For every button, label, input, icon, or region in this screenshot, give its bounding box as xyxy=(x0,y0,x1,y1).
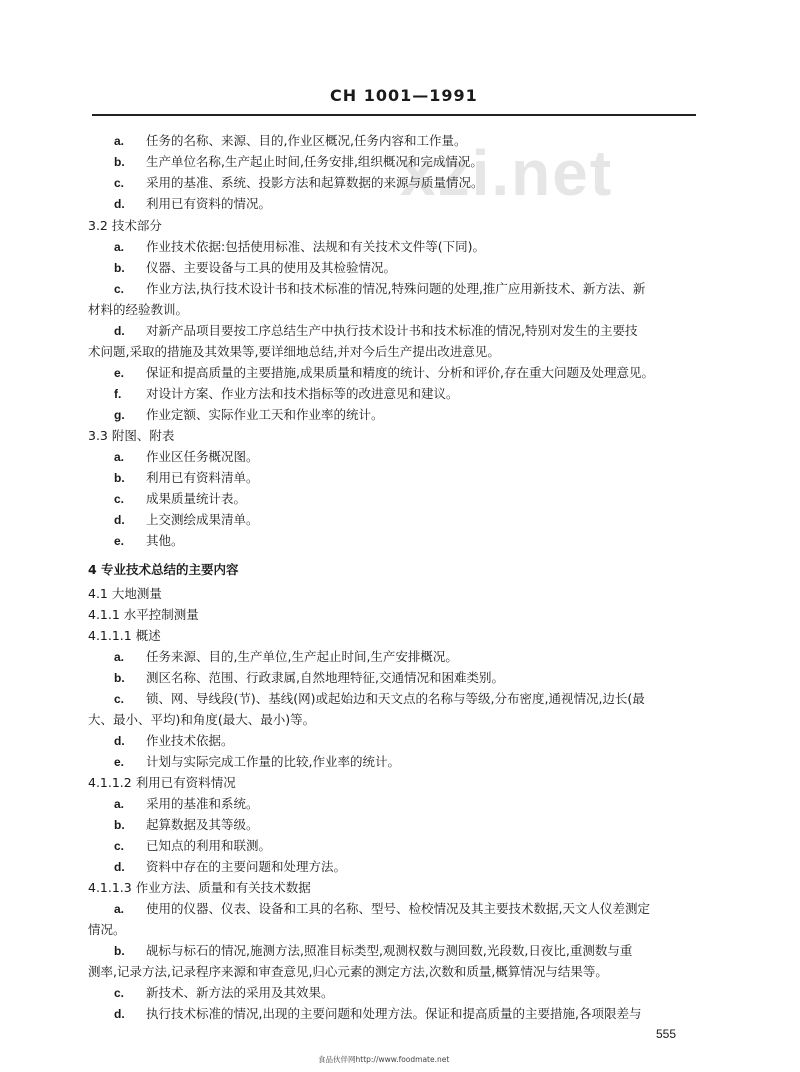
list-item: a. 任务来源、目的,生产单位,生产起止时间,生产安排概况。 xyxy=(114,649,458,664)
list-item: a. 使用的仪器、仪表、设备和工具的名称、型号、检校情况及其主要技术数据,天文人仪差测定 xyxy=(114,901,650,916)
list-item: b. 利用已有资料清单。 xyxy=(114,470,259,485)
list-item: a. 任务的名称、来源、目的,作业区概况,任务内容和工作量。 xyxy=(114,133,467,148)
section-heading: 3.2 技术部分 xyxy=(88,218,162,233)
list-item: f. 对设计方案、作业方法和技术指标等的改进意见和建议。 xyxy=(114,386,459,401)
list-item: e. 计划与实际完成工作量的比较,作业率的统计。 xyxy=(114,754,400,769)
list-item: d. 资料中存在的主要问题和处理方法。 xyxy=(114,859,347,874)
subsection-heading: 4.1.1 水平控制测量 xyxy=(88,607,199,622)
watermark: xzi.net xyxy=(400,137,614,209)
section-heading: 4.1 大地测量 xyxy=(88,586,162,601)
chapter-heading: 4 专业技术总结的主要内容 xyxy=(88,562,239,577)
list-item-continuation: 大、最小、平均)和角度(最大、最小)等。 xyxy=(88,712,316,727)
list-item: b. 仪器、主要设备与工具的使用及其检验情况。 xyxy=(114,260,397,275)
list-item: a. 作业区任务概况图。 xyxy=(114,449,259,464)
header-rule xyxy=(92,114,696,116)
list-item: b. 觇标与标石的情况,施测方法,照准目标类型,观测权数与测回数,光段数,日夜比,重测数与重 xyxy=(114,943,633,958)
list-item-continuation: 情况。 xyxy=(88,922,126,937)
list-item: c. 锁、网、导线段(节)、基线(网)或起始边和天文点的名称与等级,分布密度,通视情况,边长(最 xyxy=(114,691,645,706)
list-item: b. 测区名称、范围、行政隶属,自然地理特征,交通情况和困难类别。 xyxy=(114,670,504,685)
list-item: d. 利用已有资料的情况。 xyxy=(114,196,272,211)
list-item: e. 保证和提高质量的主要措施,成果质量和精度的统计、分析和评价,存在重大问题及处理意见。 xyxy=(114,365,654,380)
footer-source: 食品伙伴网http://www.foodmate.net xyxy=(318,1055,450,1064)
list-item: d. 对新产品项目要按工序总结生产中执行技术设计书和技术标准的情况,特别对发生的主要技 xyxy=(114,323,638,338)
list-item: d. 作业技术依据。 xyxy=(114,733,234,748)
section-heading: 3.3 附图、附表 xyxy=(88,428,175,443)
list-item: c. 已知点的利用和联测。 xyxy=(114,838,272,853)
subsubsection-heading: 4.1.1.3 作业方法、质量和有关技术数据 xyxy=(88,880,311,895)
list-item: e. 其他。 xyxy=(114,533,184,548)
list-item: b. 起算数据及其等级。 xyxy=(114,817,259,832)
list-item: c. 作业方法,执行技术设计书和技术标准的情况,特殊问题的处理,推广应用新技术、新方法、新 xyxy=(114,281,646,296)
list-item-continuation: 术问题,采取的措施及其效果等,要详细地总结,并对今后生产提出改进意见。 xyxy=(88,344,500,359)
list-item-continuation: 测率,记录方法,记录程序来源和审查意见,归心元素的测定方法,次数和质量,概算情况与结果等。 xyxy=(88,964,608,979)
list-item: d. 执行技术标准的情况,出现的主要问题和处理方法。保证和提高质量的主要措施,各项限差与 xyxy=(114,1006,642,1021)
subsubsection-heading: 4.1.1.2 利用已有资料情况 xyxy=(88,775,236,790)
list-item: b. 生产单位名称,生产起止时间,任务安排,组织概况和完成情况。 xyxy=(114,154,483,169)
list-item: c. 成果质量统计表。 xyxy=(114,491,247,506)
list-item: c. 采用的基准、系统、投影方法和起算数据的来源与质量情况。 xyxy=(114,175,484,190)
subsubsection-heading: 4.1.1.1 概述 xyxy=(88,628,161,643)
list-item: c. 新技术、新方法的采用及其效果。 xyxy=(114,985,334,1000)
standard-code-header: CH 1001—1991 xyxy=(330,86,478,105)
list-item: d. 上交测绘成果清单。 xyxy=(114,512,259,527)
list-item: a. 作业技术依据:包括使用标准、法规和有关技术文件等(下同)。 xyxy=(114,239,485,254)
page-number: 555 xyxy=(656,1027,677,1041)
list-item: g. 作业定额、实际作业工天和作业率的统计。 xyxy=(114,407,384,422)
list-item-continuation: 材料的经验教训。 xyxy=(88,302,189,317)
list-item: a. 采用的基准和系统。 xyxy=(114,796,259,811)
